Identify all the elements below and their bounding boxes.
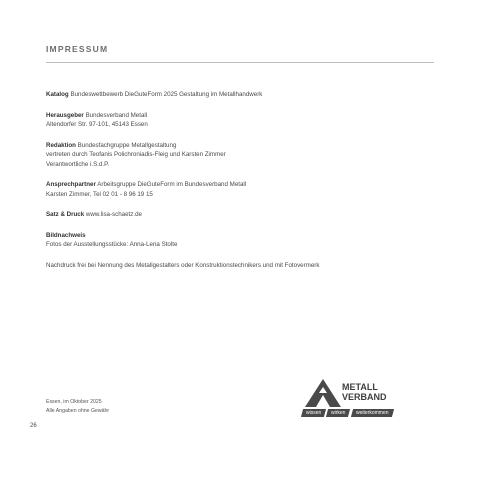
bildnachweis-label: Bildnachweis [46, 231, 86, 239]
ansprechpartner-entry [46, 180, 436, 199]
footer-date: Essen, im Oktober 2025 [46, 399, 102, 405]
page-title: IMPRESSUM [46, 44, 109, 54]
satz-druck-label: Satz & Druck [46, 211, 85, 218]
tag-wissen: wissen [301, 409, 326, 417]
satz-druck-entry [46, 210, 436, 220]
herausgeber-address: Altendorfer Str. 97-101, 45143 Essen [46, 121, 148, 128]
logo-line-metall: METALL [342, 382, 378, 392]
redaktion-responsible: Verantwortliche i.S.d.P. [46, 160, 110, 168]
nachdruck-note: Nachdruck frei bei Nennung des Metallgestalters oder Konstruktionstechnikers und mit Fotovermerk [46, 261, 320, 269]
redaktion-entry [46, 141, 436, 170]
herausgeber-entry [46, 111, 436, 130]
metall-verband-logo [300, 376, 420, 420]
bildnachweis-entry [46, 231, 436, 250]
katalog-text: Bundeswettbewerb DieGuteForm 2025 Gestaltung im Metallhandwerk [70, 91, 263, 98]
logo-mark-icon [304, 378, 342, 408]
redaktion-text: Bundesfachgruppe Metallgestaltung [77, 141, 177, 149]
footer-note [46, 398, 109, 416]
bildnachweis-text: Fotos der Ausstellungsstücke: Anna-Lena Stolte [46, 241, 178, 248]
tag-weiterkommen: weiterkommen [351, 409, 394, 417]
title-divider [46, 62, 434, 63]
katalog-label: Katalog [46, 91, 69, 98]
satz-druck-link[interactable]: www.lisa-schaetz.de [85, 211, 142, 218]
ansprechpartner-contact: Karsten Zimmer, Tel 02 01 - 8 96 19 15 [46, 190, 153, 198]
tag-wirken: wirken [326, 409, 351, 417]
ansprechpartner-label: Ansprechpartner [46, 181, 96, 188]
redaktion-representatives: vertreten durch Teofanis Polichroniadis-Fleig und Karsten Zimmer [46, 151, 226, 158]
logo-tagline [302, 409, 392, 417]
ansprechpartner-text: Arbeitsgruppe DieGuteForm im Bundesverband Metall [97, 181, 247, 188]
redaktion-label: Redaktion [46, 141, 76, 149]
logo-wordmark [342, 383, 387, 402]
page-number: 26 [30, 423, 37, 429]
herausgeber-label: Herausgeber [46, 111, 84, 119]
logo-line-verband: VERBAND [342, 391, 387, 402]
impressum-content [46, 90, 436, 281]
footer-disclaimer: Alle Angaben ohne Gewähr [46, 408, 110, 414]
katalog-entry [46, 90, 436, 100]
herausgeber-text: Bundesverband Metall [85, 111, 148, 119]
